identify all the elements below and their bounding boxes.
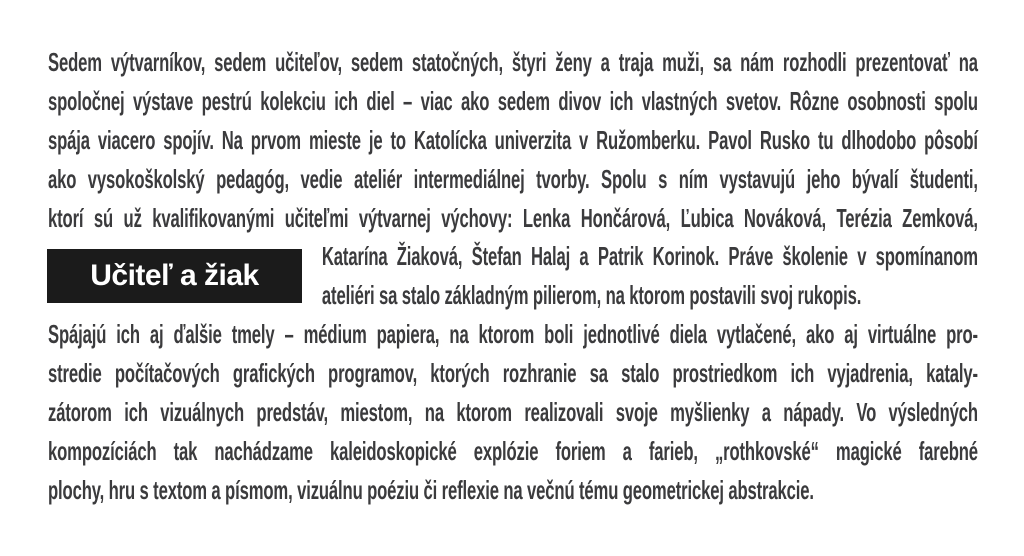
title-badge (47, 249, 302, 303)
text-line: Spájajú ich aj ďalšie tmely – médium papiera, na ktorom boli jednotlivé diela vytlačené, ako aj virtuálne pro- (48, 319, 978, 350)
text-line: ktorí sú už kvalifikovanými učiteľmi výtvarnej výchovy: Lenka Hončárová, Ľubica Nováková, Terézia Zemková, (48, 202, 978, 233)
text-line: ateliéri sa stalo základným pilierom, na ktorom postavili svoj rukopis. (321, 280, 862, 311)
text-line: zátorom ich vizuálnych predstáv, miestom, na ktorom realizovali svoje myšlienky a nápady. Vo výsledných (48, 397, 978, 428)
text-line: ako vysokoškolský pedagóg, vedie ateliér intermediálnej tvorby. Spolu s ním vystavujú jeho bývalí študenti, (48, 163, 978, 194)
text-line: Sedem výtvarníkov, sedem učiteľov, sedem statočných, štyri ženy a traja muži, sa nám rozhodli prezentovať na (48, 47, 978, 77)
text-line: plochy, hru s textom a písmom, vizuálnu poéziu či reflexie na večnú tému geometrickej abstrakcie. (48, 474, 814, 505)
title-badge-label: Učiteľ a žiak (90, 259, 259, 292)
text-line: kompozíciách tak nachádzame kaleidoskopické explózie foriem a farieb, „rothkovské“ magické farebné (48, 435, 978, 466)
text-line: stredie počítačových grafických programov, ktorých rozhranie sa stalo prostriedkom ich vyjadrenia, kataly- (48, 358, 978, 389)
text-line: Katarína Žiaková, Štefan Halaj a Patrik Korinok. Práve školenie v spomínanom (321, 241, 978, 272)
article-text-block (48, 43, 978, 510)
text-line: spája viacero spojív. Na prvom mieste je to Katolícka univerzita v Ružomberku. Pavol Rusko tu dlhodobo pôsobí (48, 124, 978, 155)
text-line: spoločnej výstave pestrú kolekciu ich diel – viac ako sedem divov ich vlastných svetov. Rôzne osobnosti spolu (48, 85, 978, 116)
